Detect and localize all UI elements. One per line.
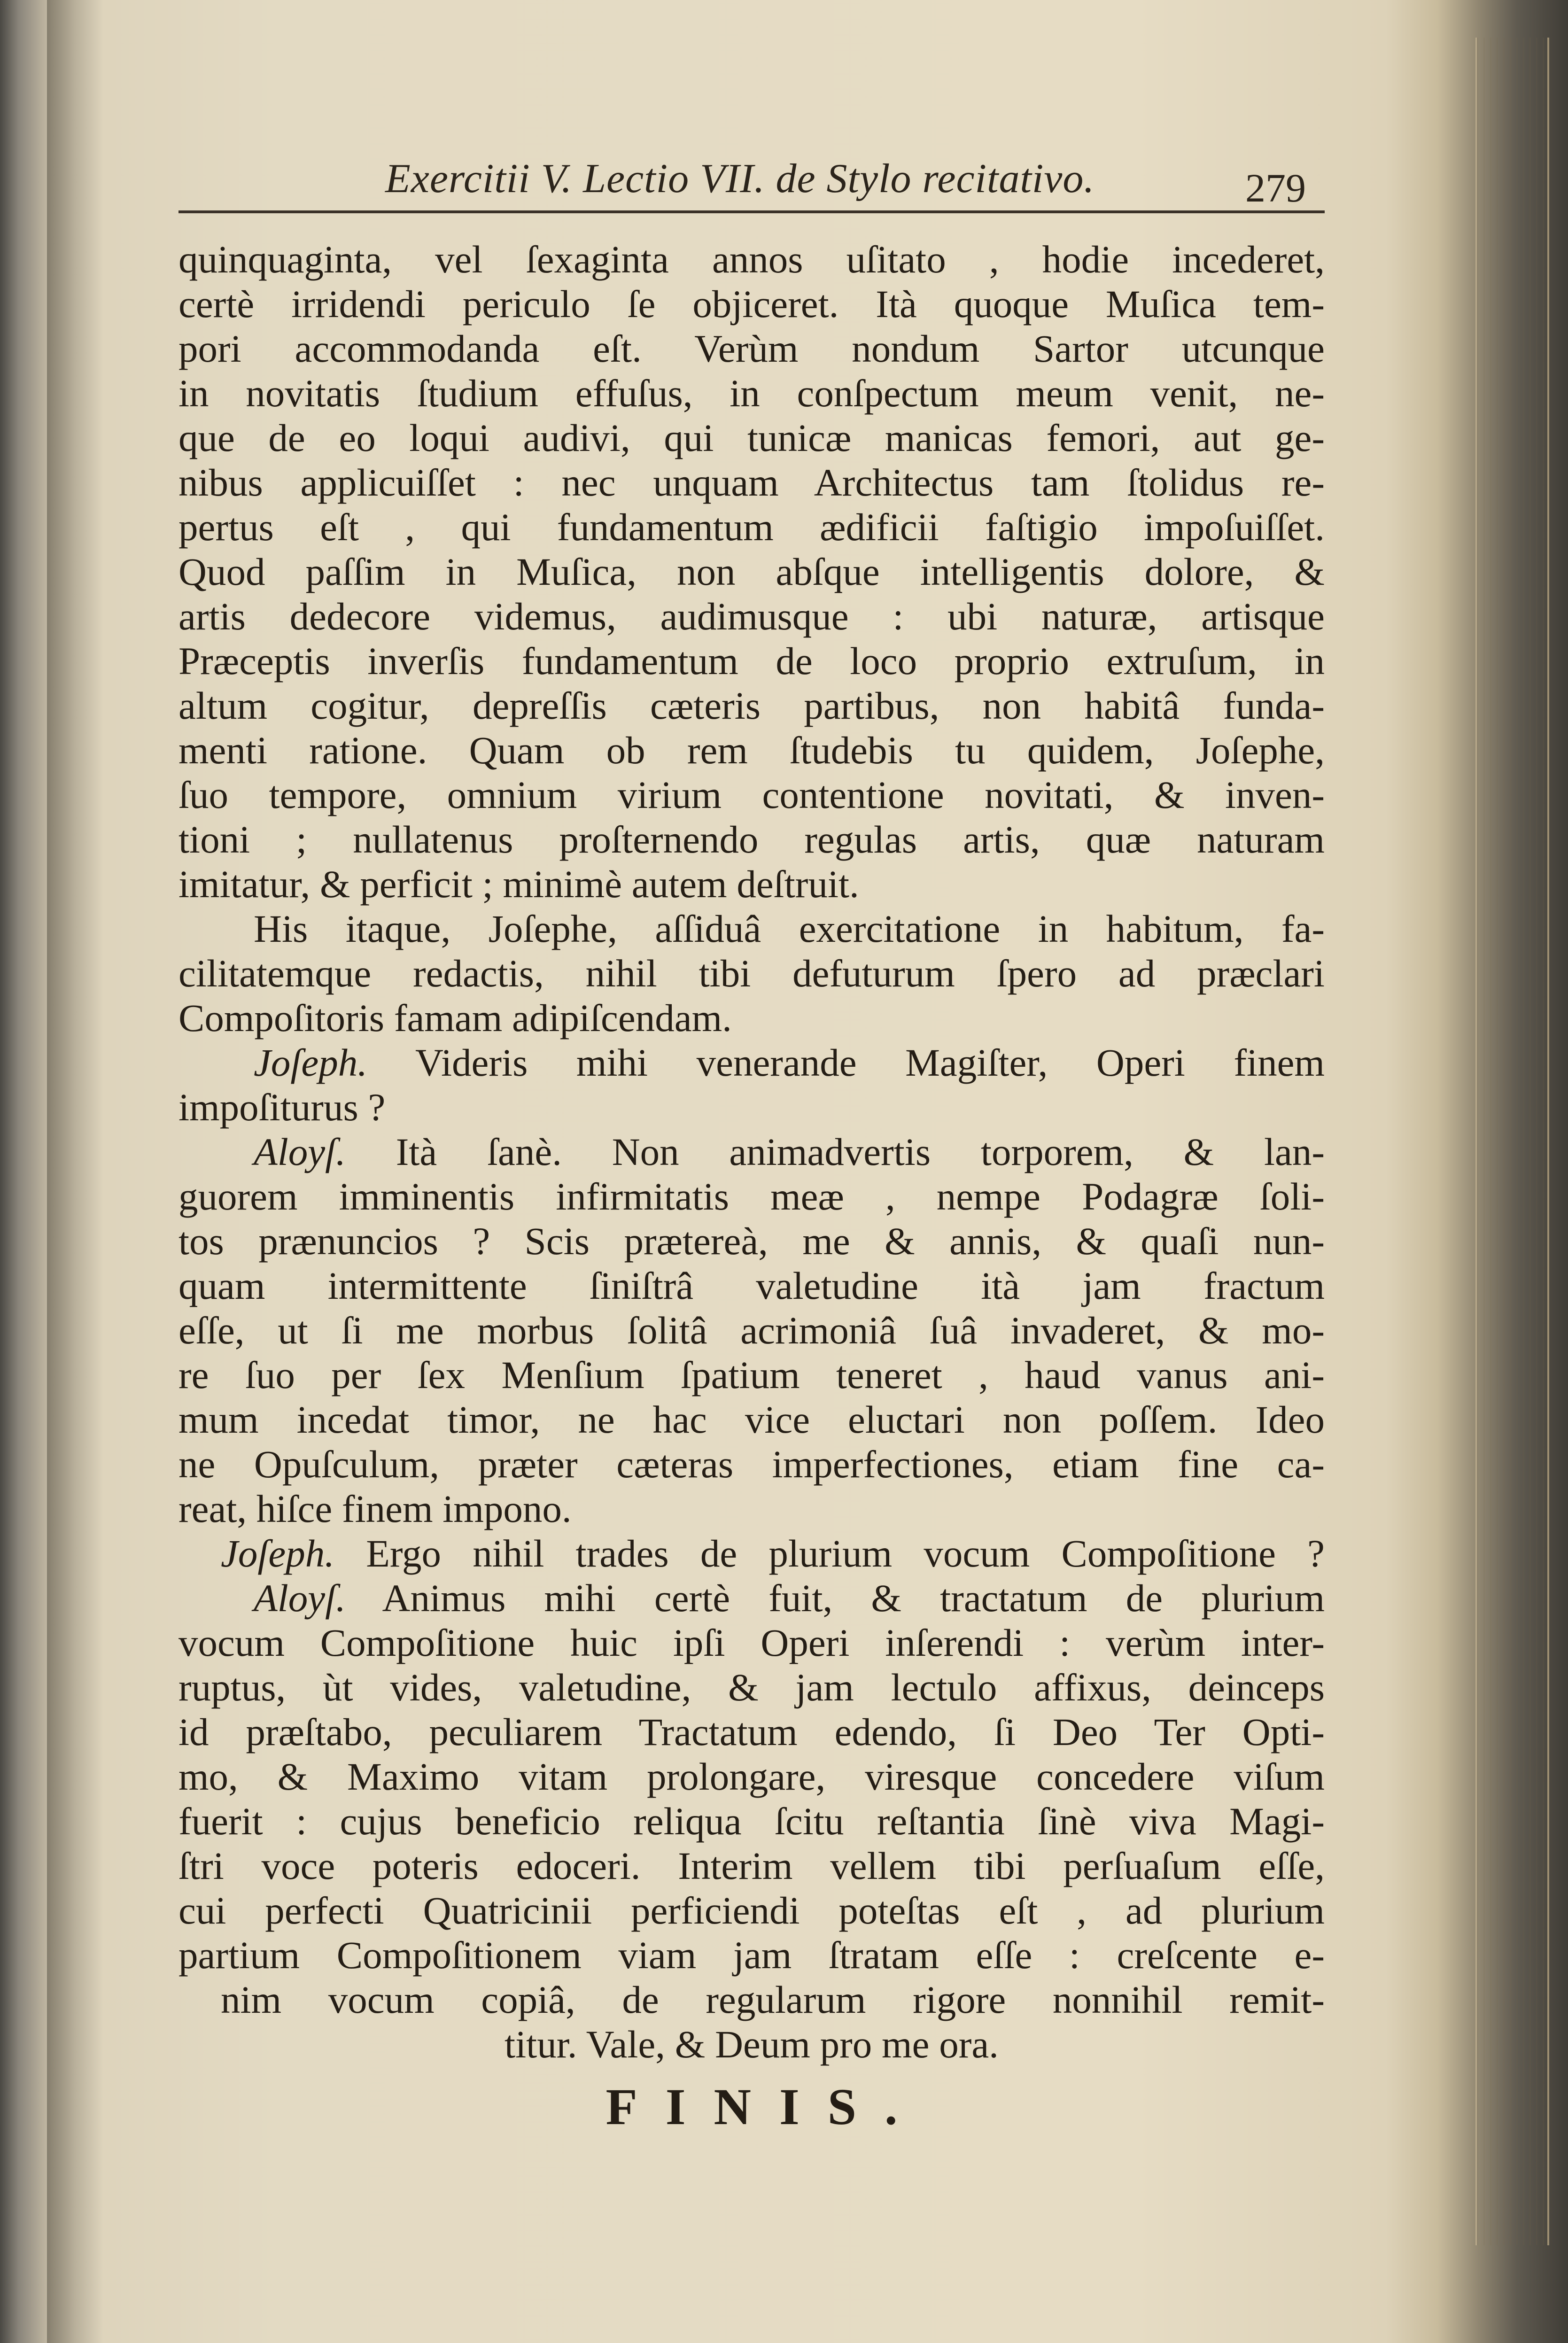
text-line: Compoſitoris famam adipiſcendam. (179, 996, 732, 1040)
text-line: altum cogitur, depreſſis cæteris partibus, non habitâ funda- (179, 684, 1325, 727)
text-block (179, 237, 1325, 2142)
text-line: re ſuo per ſex Menſium ſpatium teneret , haud vanus ani- (179, 1353, 1325, 1396)
dialogue-aloys-2 (179, 1576, 1325, 2022)
text-line: vocum Compoſitione huic ipſi Operi inſerendi : verùm inter- (179, 1621, 1325, 1664)
text-line: pori accommodanda eſt. Verùm nondum Sartor utcunque (179, 327, 1325, 370)
paragraph-2 (179, 907, 1325, 1040)
running-title: Exercitii V. Lectio VII. de Stylo recitativo. (385, 156, 1095, 202)
text-line: mum incedat timor, ne hac vice eluctari non poſſem. Ideo (179, 1398, 1325, 1441)
text-line: nim vocum copiâ, de regularum rigore nonnihil remit- (221, 1978, 1325, 2021)
text-line: His itaque, Joſephe, aſſiduâ exercitatione in habitum, fa- (254, 907, 1325, 950)
text-line: quinquaginta, vel ſexaginta annos uſitato , hodie incederet, (179, 238, 1325, 281)
text-line (179, 1576, 1325, 1621)
text-line: impoſiturus ? (179, 1086, 386, 1129)
dialogue-text: Ità ſanè. Non animadvertis torporem, & lan- (396, 1130, 1325, 1173)
header-rule (179, 210, 1325, 213)
text-line: pertus eſt , qui fundamentum ædificii faſtigio impoſuiſſet. (179, 505, 1325, 549)
text-line: in novitatis ſtudium effuſus, in conſpectum meum venit, ne- (179, 372, 1325, 415)
text-line: tioni ; nullatenus proſternendo regulas artis, quæ naturam (179, 818, 1325, 861)
text-line: cui perfecti Quatricinii perficiendi poteſtas eſt , ad plurium (179, 1889, 1325, 1932)
dialogue-aloys-1 (179, 1130, 1325, 1531)
page-number: 279 (1245, 165, 1306, 210)
speaker-josef: Joſeph. (221, 1532, 334, 1575)
text-line: reat, hiſce finem impono. (179, 1487, 572, 1530)
text-line: que de eo loqui audivi, qui tunicæ manicas femori, aut ge- (179, 416, 1325, 459)
text-line: ſuo tempore, omnium virium contentione novitati, & inven- (179, 773, 1325, 816)
paragraph-1 (179, 237, 1325, 907)
finis-heading: FINIS. (605, 2078, 926, 2135)
text-line: tos prænuncios ? Scis prætereà, me & annis, & quaſi nun- (179, 1219, 1325, 1263)
page-header (179, 155, 1325, 235)
speaker-josef: Joſeph. (254, 1041, 367, 1084)
text-line: cilitatemque redactis, nihil tibi defuturum ſpero ad præclari (179, 952, 1325, 995)
text-line: certè irridendi periculo ſe objiceret. Ità quoque Muſica tem- (179, 282, 1325, 326)
text-line: ruptus, ùt vides, valetudine, & jam lectulo affixus, deinceps (179, 1666, 1325, 1709)
text-line: ne Opuſculum, præter cæteras imperfectiones, etiam fine ca- (179, 1443, 1325, 1486)
dialogue-text: Videris mihi venerande Magiſter, Operi finem (415, 1041, 1325, 1084)
dialogue-text: Animus mihi certè fuit, & tractatum de plurium (382, 1576, 1325, 1620)
text-line: menti ratione. Quam ob rem ſtudebis tu quidem, Joſephe, (179, 729, 1325, 772)
dialogue-josef-1 (179, 1040, 1325, 1130)
dialogue-text: Ergo nihil trades de plurium vocum Compoſitione ? (366, 1532, 1325, 1575)
text-line: ſtri voce poteris edoceri. Interim vellem tibi perſuaſum eſſe, (179, 1844, 1325, 1887)
speaker-aloys: Aloyſ. (254, 1130, 346, 1173)
text-line: Quod paſſim in Muſica, non abſque intelligentis dolore, & (179, 550, 1325, 593)
binding-gutter (47, 0, 103, 2343)
text-line: partium Compoſitionem viam jam ſtratam eſſe : creſcente e- (179, 1933, 1325, 1977)
text-line (179, 1040, 1325, 1085)
closing-line: titur. Vale, & Deum pro me ora. (505, 2023, 999, 2066)
text-line: id præſtabo, peculiarem Tractatum edendo, ſi Deo Ter Opti- (179, 1710, 1325, 1753)
page-edges (1475, 38, 1549, 2245)
text-line (179, 1130, 1325, 1174)
speaker-aloys: Aloyſ. (254, 1576, 346, 1620)
text-line: fuerit : cujus beneficio reliqua ſcitu reſtantia ſinè viva Magi- (179, 1800, 1325, 1843)
text-line: quam intermittente ſiniſtrâ valetudine ità jam fractum (179, 1264, 1325, 1307)
text-line: imitatur, & perficit ; minimè autem deſtruit. (179, 862, 859, 906)
text-line: eſſe, ut ſi me morbus ſolitâ acrimoniâ ſuâ invaderet, & mo- (179, 1309, 1325, 1352)
text-line: artis dedecore videmus, audimusque : ubi naturæ, artisque (179, 595, 1325, 638)
dialogue-josef-2 (179, 1531, 1325, 1576)
text-line: guorem imminentis infirmitatis meæ , nempe Podagræ ſoli- (179, 1175, 1325, 1218)
text-line: Præceptis inverſis fundamentum de loco proprio extruſum, in (179, 639, 1325, 683)
text-line (179, 1531, 1325, 1576)
text-line: nibus applicuiſſet : nec unquam Architectus tam ſtolidus re- (179, 461, 1325, 504)
text-line: mo, & Maximo vitam prolongare, viresque concedere viſum (179, 1755, 1325, 1798)
